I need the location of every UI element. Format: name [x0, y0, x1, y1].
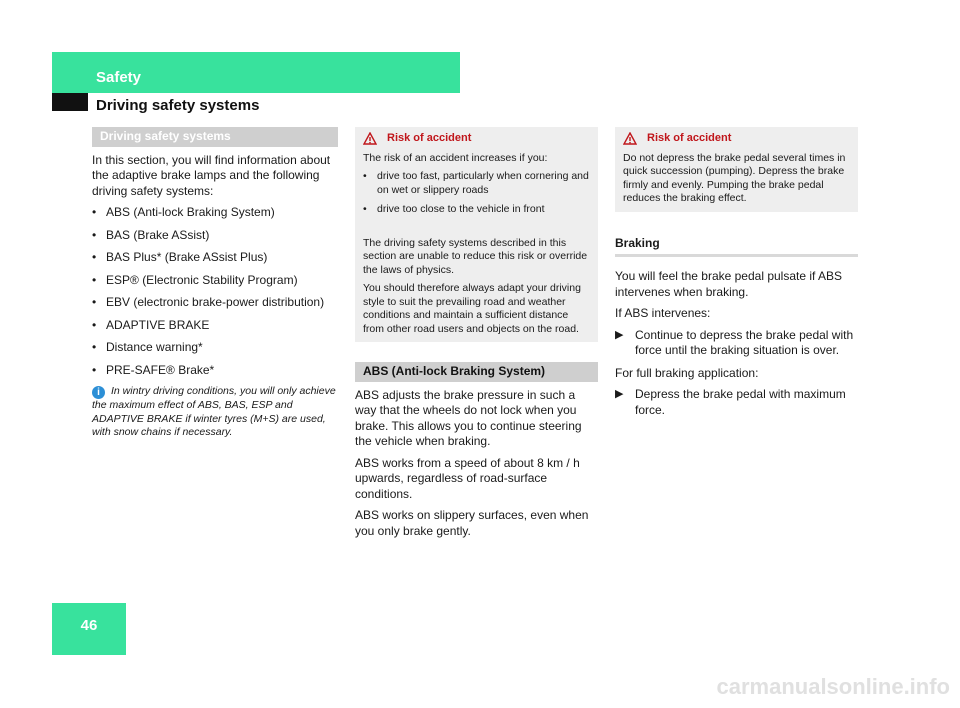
info-note: i In wintry driving conditions, you will only achieve the maximum effect of ABS, BAS, ESP and ADAPTIVE BRAKE if winter tyres (M+S) are used, with snow chains if necessary. — [92, 385, 336, 438]
body-paragraph: ABS works on slippery surfaces, even when you only brake gently. — [355, 508, 589, 538]
column-left — [92, 127, 338, 440]
list-item: • drive too fast, particularly when cornering and on wet or slippery roads — [363, 170, 589, 196]
intro-text: In this section, you will find information about the adaptive brake lamps and the following driving safety systems: — [92, 152, 331, 198]
bullet-icon: • — [363, 203, 367, 215]
heading-braking: Braking — [615, 236, 858, 258]
body-paragraph: For full braking application: — [615, 365, 759, 380]
column-middle — [355, 127, 598, 545]
warning-triangle-icon — [363, 132, 377, 145]
bullet-icon: • — [92, 227, 97, 242]
bullet-icon: • — [92, 272, 97, 287]
info-icon: i — [92, 386, 105, 399]
body-paragraph: You will feel the brake pedal pulsate if ABS intervenes when braking. — [615, 269, 843, 299]
watermark: carmanualsonline.info — [716, 674, 950, 699]
list-item: • BAS (Brake ASsist) — [92, 227, 210, 242]
bullet-icon: • — [92, 295, 97, 309]
systems-list — [92, 205, 338, 378]
body-paragraph: If ABS intervenes: — [615, 306, 711, 320]
arrow-icon: ▶ — [615, 328, 624, 341]
list-item: • drive too close to the vehicle in front — [363, 203, 545, 215]
bullet-icon: • — [92, 362, 97, 377]
warning-box-risk — [355, 127, 598, 342]
bullet-icon: • — [92, 250, 97, 264]
list-item: • BAS Plus* (Brake ASsist Plus) — [92, 250, 268, 264]
header-marker — [52, 93, 88, 111]
steps-list — [615, 328, 858, 359]
list-item: • ESP® (Electronic Stability Program) — [92, 272, 298, 287]
warning-triangle-icon — [623, 132, 637, 145]
column-right — [615, 127, 858, 425]
list-item: • PRE-SAFE® Brake* — [92, 362, 215, 377]
warning-text: Do not depress the brake pedal several times in quick succession (pumping). Depress the brake firmly and evenly. Pumping the brake pedal reduces the braking effect. — [623, 151, 846, 204]
step-item: ▶ Continue to depress the brake pedal with force until the braking situation is over. — [615, 327, 854, 357]
subsection-title: Driving safety systems — [96, 97, 260, 114]
warning-paragraph: You should therefore always adapt your driving style to suit the prevailing road and weather conditions and maintain a sufficient distance from other road users and objects on the road. — [363, 282, 581, 335]
page-number: 46 — [80, 617, 98, 634]
bullet-icon: • — [92, 340, 97, 354]
warning-list — [363, 170, 590, 217]
arrow-icon: ▶ — [615, 388, 624, 400]
warning-title: Risk of accident — [387, 132, 472, 144]
section-title: Safety — [96, 69, 142, 86]
body-paragraph: ABS adjusts the brake pressure in such a way that the wheels do not lock when you brake. This allows you to continue steering the vehicle when braking. — [355, 387, 582, 448]
step-item: ▶ Depress the brake pedal with maximum force. — [615, 387, 846, 417]
warning-paragraph: The driving safety systems described in this section are unable to reduce this risk or override the laws of physics. — [363, 236, 588, 276]
list-item: • Distance warning* — [92, 340, 203, 354]
list-item: • EBV (electronic brake-power distribution) — [92, 295, 325, 309]
steps-list — [615, 387, 858, 418]
warning-intro: The risk of an accident increases if you: — [363, 151, 548, 164]
section-bar-driving-safety: Driving safety systems — [92, 127, 338, 147]
body-paragraph: ABS works from a speed of about 8 km / h upwards, regardless of road-surface conditions. — [355, 455, 580, 501]
bullet-icon: • — [92, 317, 97, 332]
warning-box-pumping — [615, 127, 858, 212]
bullet-icon: • — [92, 205, 97, 219]
list-item: • ABS (Anti-lock Braking System) — [92, 205, 275, 219]
section-bar-abs: ABS (Anti-lock Braking System) — [355, 362, 598, 382]
warning-header — [363, 132, 590, 146]
warning-title: Risk of accident — [647, 132, 732, 144]
bullet-icon: • — [363, 170, 367, 182]
list-item: • ADAPTIVE BRAKE — [92, 317, 210, 332]
warning-header — [623, 132, 850, 146]
